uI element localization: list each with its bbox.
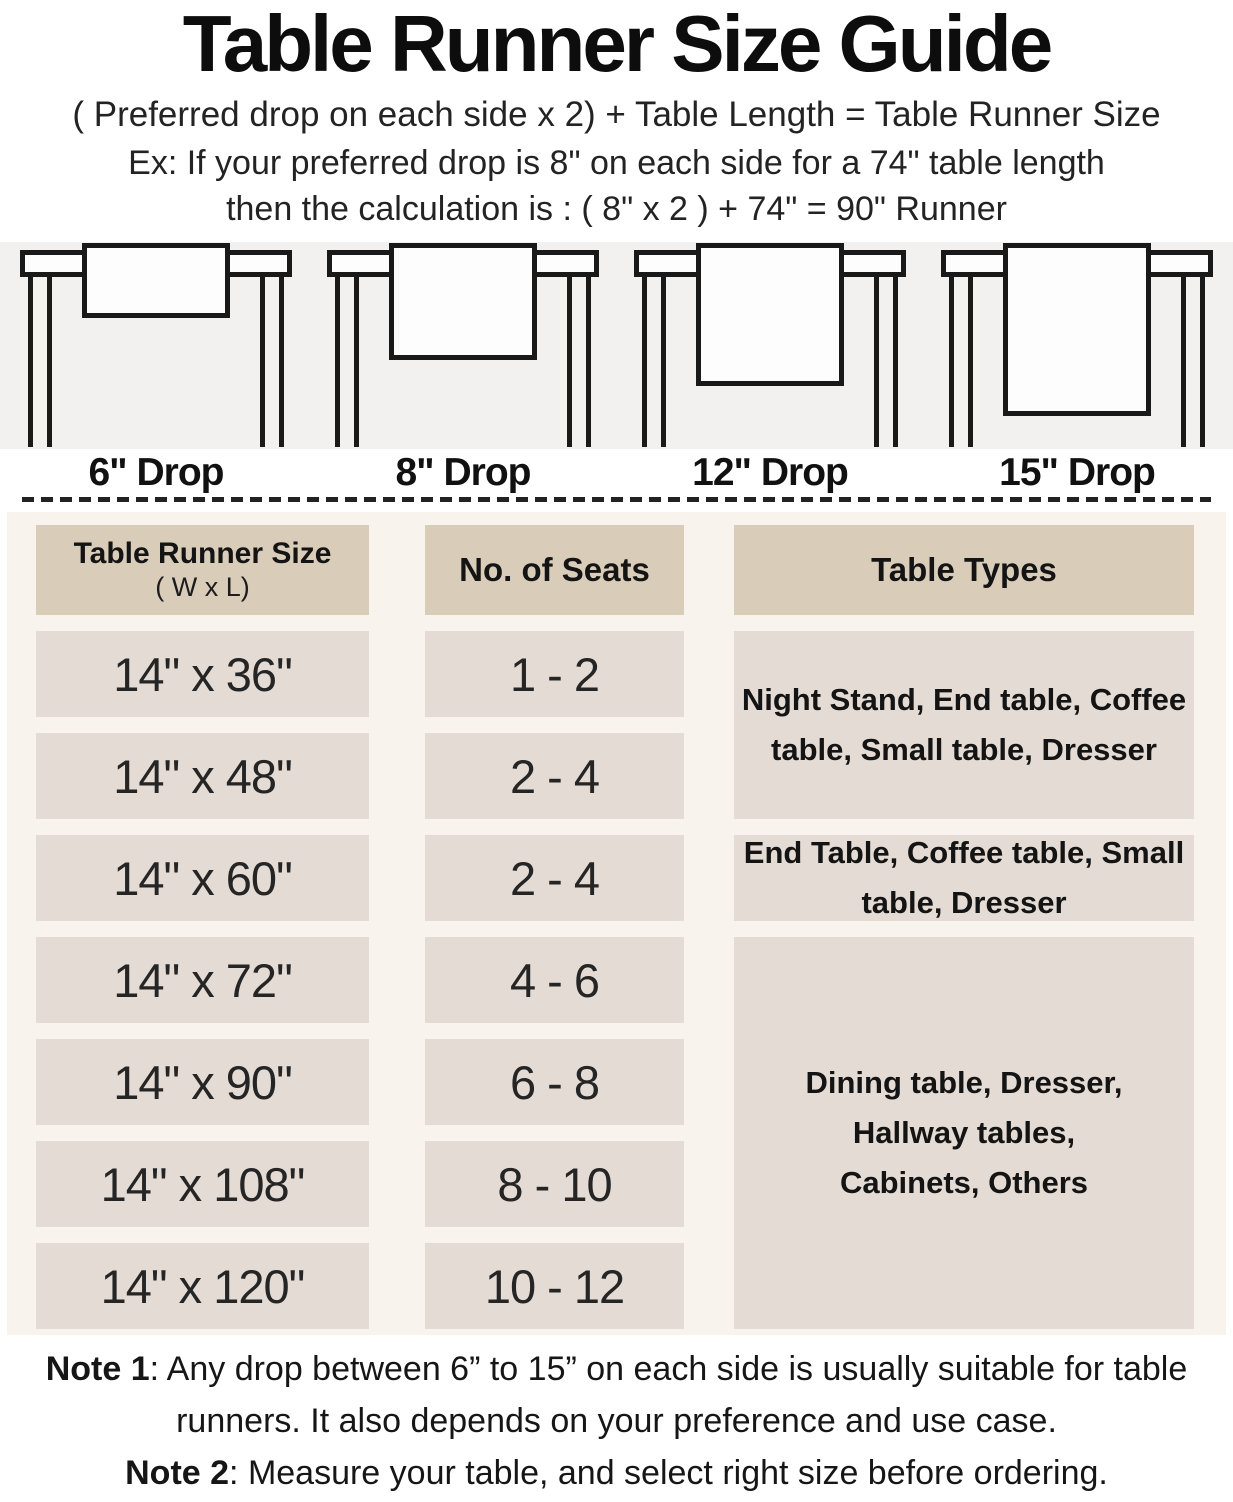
formula-text: ( Preferred drop on each side x 2) + Table Length = Table Runner Size — [72, 95, 1161, 134]
dashed-divider — [22, 497, 1211, 502]
header-cell-seats — [425, 525, 684, 615]
seats-cell: 10 - 12 — [425, 1243, 684, 1329]
seats-cell: 2 - 4 — [425, 835, 684, 921]
table-drop-figure — [20, 242, 292, 447]
runner-size-cell: 14" x 120" — [36, 1243, 369, 1329]
example-line-2: then the calculation is : ( 8" x 2 ) + 74" = 90" Runner — [226, 190, 1007, 228]
runner-rect — [1006, 246, 1149, 414]
column-runner-size — [36, 525, 369, 1329]
table-types-cell — [734, 631, 1194, 819]
seats-cell: 2 - 4 — [425, 733, 684, 819]
guide-header — [0, 2, 1233, 232]
runner-size-cell: 14" x 36" — [36, 631, 369, 717]
column-seats — [425, 525, 684, 1329]
table-illustration — [20, 242, 292, 447]
note-line — [4, 1343, 1229, 1447]
example-block — [0, 140, 1233, 232]
header-title: Table Types — [871, 551, 1057, 588]
page-title: Table Runner Size Guide — [182, 0, 1051, 88]
runner-rect — [699, 246, 842, 384]
table-illustration — [634, 242, 906, 447]
runner-size-cell: 14" x 90" — [36, 1039, 369, 1125]
note-label: Note 2 — [125, 1454, 230, 1492]
footnotes — [0, 1343, 1233, 1499]
note-label: Note 1 — [45, 1350, 150, 1388]
header-cell-runner-size — [36, 525, 369, 615]
drop-label: 8" Drop — [395, 451, 531, 494]
column-table-types — [734, 525, 1194, 1329]
drop-labels-row — [0, 449, 1233, 497]
note-text: : Measure your table, and select right size before ordering. — [229, 1454, 1108, 1492]
runner-rect — [392, 246, 535, 358]
runner-rect — [85, 246, 228, 316]
table-drop-figure — [634, 242, 906, 447]
note-line — [4, 1447, 1229, 1499]
drop-illustrations-strip — [0, 242, 1233, 449]
drop-label: 15" Drop — [999, 451, 1155, 494]
header-title: No. of Seats — [459, 551, 650, 588]
table-drop-figure — [941, 242, 1213, 447]
runner-size-cell: 14" x 72" — [36, 937, 369, 1023]
seats-cell: 4 - 6 — [425, 937, 684, 1023]
table-illustration — [327, 242, 599, 447]
seats-cell: 1 - 2 — [425, 631, 684, 717]
runner-size-cell: 14" x 60" — [36, 835, 369, 921]
header-subtitle: ( W x L) — [155, 572, 250, 602]
note-text: : Any drop between 6” to 15” on each side is usually suitable for table runners. It also depends on your preference and use case. — [149, 1350, 1188, 1440]
table-drop-figure — [327, 242, 599, 447]
table-types-cell — [734, 835, 1194, 921]
size-table-section — [7, 512, 1226, 1335]
table-types-text: Dining table, Dresser, Hallway tables, Cabinets, Others — [805, 1065, 1123, 1200]
drop-label: 6" Drop — [88, 451, 224, 494]
header-title: Table Runner Size — [73, 537, 332, 570]
drop-label: 12" Drop — [692, 451, 848, 494]
example-line-1: Ex: If your preferred drop is 8" on each side for a 74" table length — [128, 144, 1105, 182]
table-runner-size-guide — [0, 2, 1233, 1499]
seats-cell: 8 - 10 — [425, 1141, 684, 1227]
header-cell-table-types — [734, 525, 1194, 615]
table-types-text: Night Stand, End table, Coffee table, Small table, Dresser — [741, 682, 1187, 767]
runner-size-cell: 14" x 108" — [36, 1141, 369, 1227]
runner-size-cell: 14" x 48" — [36, 733, 369, 819]
table-types-cell — [734, 937, 1194, 1329]
seats-cell: 6 - 8 — [425, 1039, 684, 1125]
table-types-text: End Table, Coffee table, Small table, Dresser — [743, 835, 1185, 920]
table-illustration — [941, 242, 1213, 447]
